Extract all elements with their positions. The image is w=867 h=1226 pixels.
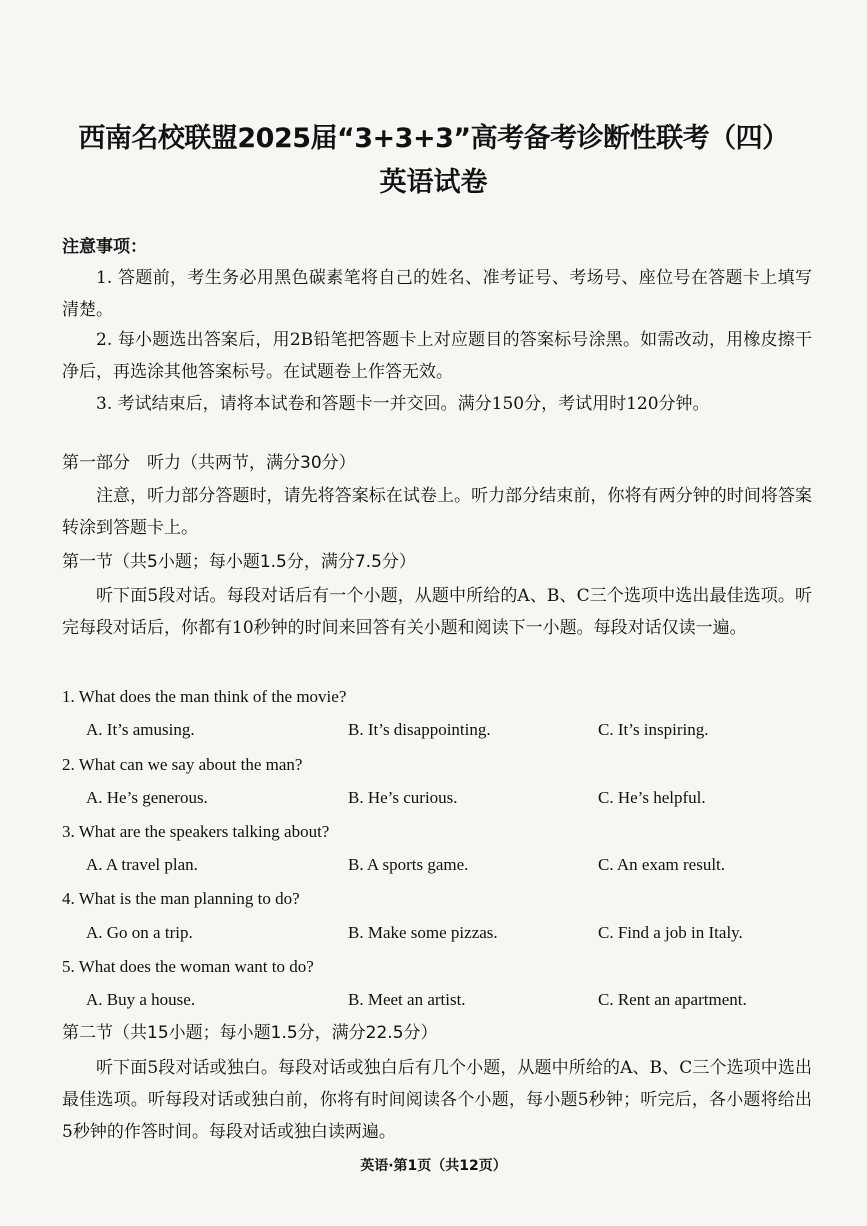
section2-instructions: 听下面5段对话或独白。每段对话或独白后有几个小题，从题中所给的A、B、C三个选项中选出最佳选项。听每段对话或独白前，你将有时间阅读各个小题，每小题5秒钟；听完后，各小题将给出5秒钟的作答时间。每段对话或独白读两遍。 — [62, 1058, 812, 1142]
question-stem: 2. What can we say about the man? — [62, 755, 303, 774]
notice-item: 1. 答题前，考生务必用黑色碳素笔将自己的姓名、准考证号、考场号、座位号在答题卡上填写清楚。 — [62, 268, 812, 320]
option-b: B. A sports game. — [348, 855, 469, 874]
option-b: B. Make some pizzas. — [348, 923, 498, 942]
option-c: C. Find a job in Italy. — [598, 923, 743, 942]
option-a: A. Go on a trip. — [86, 923, 193, 942]
section1-instructions: 听下面5段对话。每段对话后有一个小题，从题中所给的A、B、C三个选项中选出最佳选项。听完每段对话后，你都有10秒钟的时间来回答有关小题和阅读下一小题。每段对话仅读一遍。 — [62, 586, 812, 638]
question-stem: 3. What are the speakers talking about? — [62, 822, 330, 841]
section1-heading: 第一节（共5小题；每小题1.5分，满分7.5分） — [62, 552, 416, 572]
option-c: C. He’s helpful. — [598, 788, 706, 807]
option-a: A. It’s amusing. — [86, 720, 195, 739]
option-b: B. Meet an artist. — [348, 990, 466, 1009]
option-a: A. He’s generous. — [86, 788, 208, 807]
part1-heading: 第一部分 听力（共两节，满分30分） — [62, 453, 356, 473]
section2-heading: 第二节（共15小题；每小题1.5分，满分22.5分） — [62, 1023, 438, 1043]
exam-subtitle: 英语试卷 — [379, 167, 488, 198]
part1-note: 注意，听力部分答题时，请先将答案标在试卷上。听力部分结束前，你将有两分钟的时间将答案转涂到答题卡上。 — [62, 486, 812, 538]
option-c: C. An exam result. — [598, 855, 726, 874]
exam-title: 西南名校联盟2025届“3+3+3”高考备考诊断性联考（四） — [78, 123, 789, 154]
option-c: C. Rent an apartment. — [598, 990, 747, 1009]
option-b: B. He’s curious. — [348, 788, 458, 807]
option-b: B. It’s disappointing. — [348, 720, 491, 739]
question-stem: 5. What does the woman want to do? — [62, 957, 314, 976]
notice-heading: 注意事项： — [62, 237, 147, 257]
option-a: A. Buy a house. — [86, 990, 196, 1009]
notice-item: 3. 考试结束后，请将本试卷和答题卡一并交回。满分150分，考试用时120分钟。 — [96, 394, 710, 414]
option-a: A. A travel plan. — [86, 855, 198, 874]
question-stem: 1. What does the man think of the movie? — [62, 687, 347, 706]
notice-item: 2. 每小题选出答案后，用2B铅笔把答题卡上对应题目的答案标号涂黑。如需改动，用橡皮擦干净后，再选涂其他答案标号。在试题卷上作答无效。 — [62, 330, 812, 382]
question-stem: 4. What is the man planning to do? — [62, 889, 300, 908]
page-footer: 英语·第1页（共12页） — [360, 1158, 507, 1174]
option-c: C. It’s inspiring. — [598, 720, 709, 739]
